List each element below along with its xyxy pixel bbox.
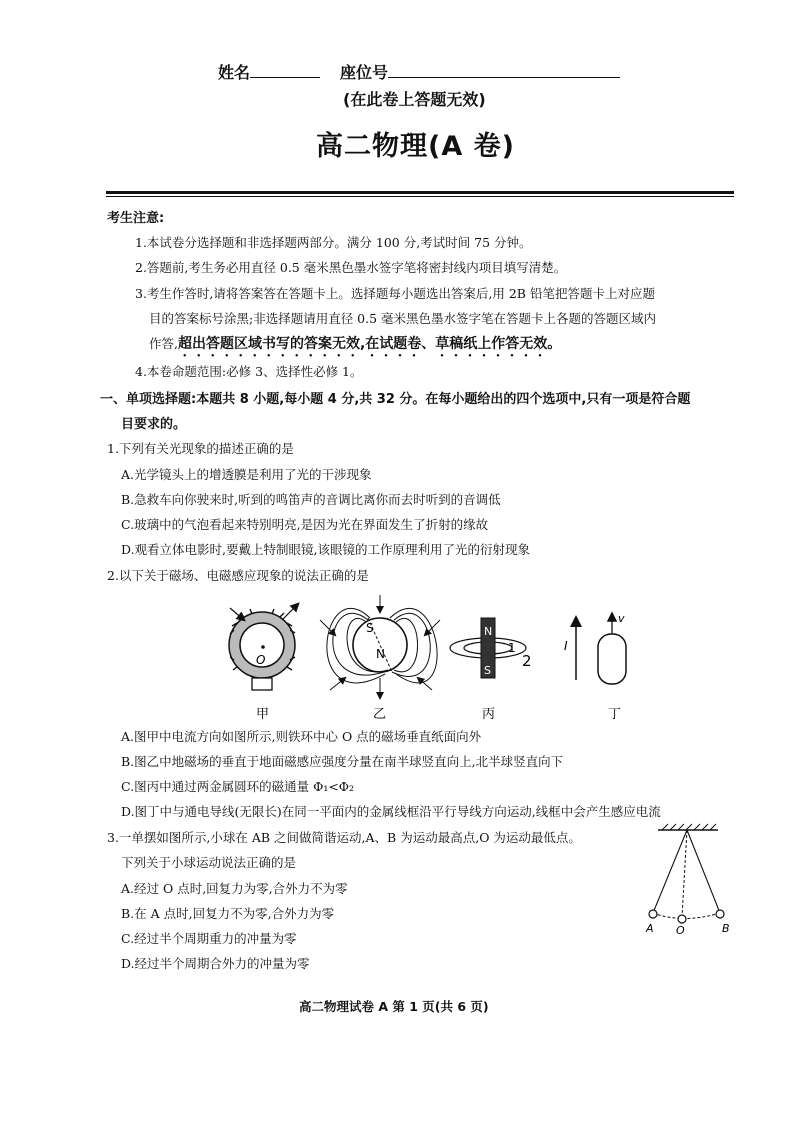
q1-option-b: B.急救车向你驶来时,听到的鸣笛声的音调比离你而去时听到的音调低	[121, 492, 501, 507]
q3-pendulum-figure	[638, 822, 748, 940]
invalid-notice: (在此卷上答题无效)	[343, 90, 486, 109]
q3-stem-1: 3.一单摆如图所示,小球在 AB 之间做简谐运动,A、B 为运动最高点,O 为运动最低点。	[107, 830, 581, 845]
q2-option-a: A.图甲中电流方向如图所示,则铁环中心 O 点的磁场垂直纸面向外	[121, 729, 482, 744]
q2-stem: 2.以下关于磁场、电磁感应现象的说法正确的是	[107, 568, 369, 583]
name-label: 姓名	[218, 63, 251, 82]
note-3-emphasis: 超出答题区域书写的答案无效,在试题卷、草稿纸上作答无效。	[177, 336, 562, 352]
q3-stem-2: 下列关于小球运动说法正确的是	[121, 855, 297, 870]
pendulum-o-label: O	[676, 924, 685, 937]
note-1: 1.本试卷分选择题和非选择题两部分。满分 100 分,考试时间 75 分钟。	[135, 235, 532, 250]
q1-option-d: D.观看立体电影时,要戴上特制眼镜,该眼镜的工作原理利用了光的衍射现象	[121, 542, 530, 557]
header-rule-thin	[106, 196, 734, 197]
fig-bing-n-label: N	[484, 625, 493, 638]
fig-bing-magnet	[450, 618, 532, 678]
note-3: 3.考生作答时,请将答案答在答题卡上。选择题每小题选出答案后,用 2B 铅笔把答题卡上对应题	[135, 286, 655, 301]
notes-heading: 考生注意:	[107, 211, 165, 226]
fig-bing-ring-2-label: 2	[522, 652, 532, 670]
caption-ding: 丁	[608, 707, 622, 722]
q2-option-b: B.图乙中地磁场的垂直于地面磁感应强度分量在南半球竖直向上,北半球竖直向下	[121, 754, 564, 769]
fig-bing-s-label: S	[484, 664, 491, 677]
name-blank[interactable]	[250, 63, 320, 78]
name-field	[218, 60, 320, 83]
caption-bing: 丙	[482, 707, 496, 722]
note-4: 4.本卷命题范围:必修 3、选择性必修 1。	[135, 364, 363, 379]
seat-field	[340, 60, 620, 83]
q3-option-a: A.经过 O 点时,回复力为零,合外力不为零	[121, 881, 348, 896]
q2-option-d: D.图丁中与通电导线(无限长)在同一平面内的金属线框沿平行导线方向运动,线框中会产生感应电流	[121, 804, 661, 819]
page-footer: 高二物理试卷 A 第 1 页(共 6 页)	[299, 999, 489, 1014]
fig-yi-n-label: N	[376, 647, 385, 661]
q2-figures	[200, 590, 760, 726]
q1-stem: 1.下列有关光现象的描述正确的是	[107, 441, 294, 456]
page-title: 高二物理(A 卷)	[316, 131, 515, 162]
section-1-line-1: 一、单项选择题:本题共 8 小题,每小题 4 分,共 32 分。在每小题给出的四个选项中,只有一项是符合题	[100, 392, 691, 407]
caption-jia: 甲	[256, 707, 270, 722]
seat-blank[interactable]	[388, 63, 620, 78]
seat-label: 座位号	[340, 63, 389, 82]
note-2: 2.答题前,考生务必用直径 0.5 毫米黑色墨水签字笔将密封线内项目填写清楚。	[135, 260, 567, 275]
fig-jia-o-label: O	[256, 653, 266, 667]
q1-option-c: C.玻璃中的气泡看起来特别明亮,是因为光在界面发生了折射的缘故	[121, 517, 489, 532]
pendulum-a-label: A	[646, 922, 654, 935]
pendulum-b-label: B	[722, 922, 730, 935]
note-3-end-plain: 作答,	[149, 336, 178, 351]
fig-bing-ring-1-label: 1	[508, 641, 516, 655]
q3-option-d: D.经过半个周期合外力的冲量为零	[121, 956, 310, 971]
section-1-line-2: 目要求的。	[121, 417, 187, 432]
q1-option-a: A.光学镜头上的增透膜是利用了光的干涉现象	[121, 467, 372, 482]
note-3-cont: 目的答案标号涂黑;非选择题请用直径 0.5 毫米黑色墨水签字笔在答题卡上各题的答题区域内	[149, 311, 657, 326]
fig-ding-i-label: I	[564, 639, 568, 653]
q3-option-b: B.在 A 点时,回复力不为零,合外力为零	[121, 906, 335, 921]
fig-jia-ring	[229, 604, 298, 690]
header-rule-thick	[106, 191, 734, 194]
caption-yi: 乙	[373, 707, 387, 722]
q3-option-c: C.经过半个周期重力的冲量为零	[121, 931, 297, 946]
fig-ding-wire-loop	[564, 612, 626, 684]
note-3-end	[149, 333, 561, 360]
fig-yi-s-label: S	[366, 621, 374, 635]
fig-ding-v-label: v	[618, 612, 625, 625]
q2-option-c: C.图丙中通过两金属圆环的磁通量 Φ₁<Φ₂	[121, 779, 355, 794]
